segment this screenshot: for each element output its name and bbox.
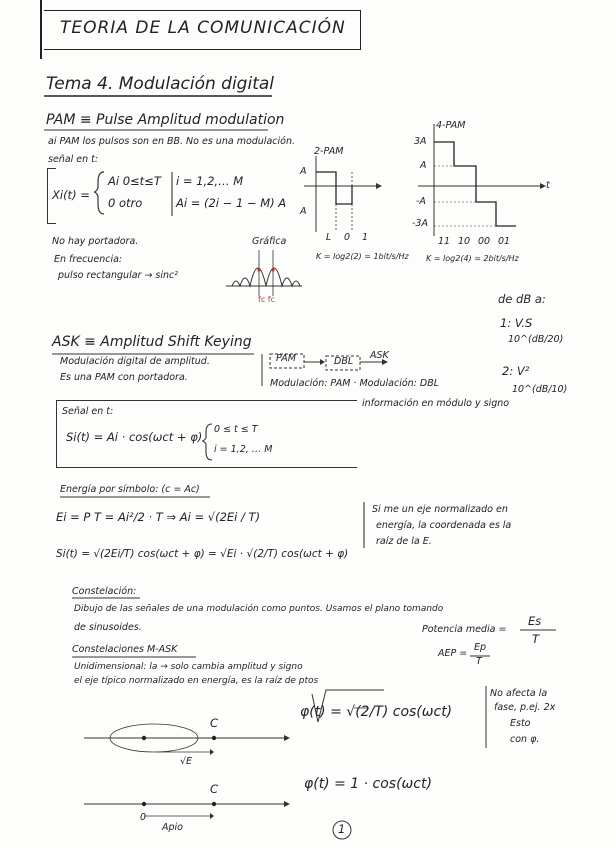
aep-label: AEP =: [438, 648, 468, 659]
const-side-note-1: No afecta la: [490, 688, 548, 699]
aep-den: T: [476, 656, 482, 667]
ask-box-dbl: DBL: [334, 356, 354, 367]
mask-desc-1: Unidimensional: la → solo cambia amplitud y signo: [74, 662, 303, 672]
chart4-title: 4-PAM: [436, 120, 466, 131]
constellation-desc-2: de sinusoides.: [74, 622, 142, 633]
power-num: Es: [528, 614, 542, 628]
chart2-title: 2-PAM: [314, 146, 344, 157]
const-side-note-4: con φ.: [510, 734, 540, 745]
chart2-tick-1: 0: [344, 232, 351, 243]
pam-case-2: 0 otro: [108, 196, 143, 210]
pam-note-2: señal en t:: [48, 154, 99, 165]
svg-text:fc fc: fc fc: [258, 295, 275, 304]
pam-freq-label: En frecuencia:: [54, 254, 123, 265]
pam-case-1: Ai 0≤t≤T: [108, 174, 161, 188]
chart4-caption: K = log2(4) = 2bit/s/Hz: [426, 254, 519, 263]
pam-no-carrier: No hay portadora.: [52, 236, 139, 247]
c-label-2: C: [210, 782, 219, 796]
chart4-tick-10: 10: [458, 236, 471, 247]
db-exp-1: 10^(dB/20): [508, 334, 564, 345]
const-zero: 0: [140, 812, 147, 823]
chart4-y-neg-3a: -3A: [412, 218, 428, 229]
pam-freq-note: pulso rectangular → sinc²: [58, 270, 179, 281]
page-number: 1: [338, 822, 346, 836]
ask-info-note: información en módulo y signo: [362, 398, 510, 409]
db-exp-2: 10^(dB/10): [512, 384, 568, 395]
pam-cond-1: i = 1,2,… M: [176, 174, 244, 188]
const-side-note-3: Esto: [510, 718, 531, 729]
energy-side-note-2: energía, la coordenada es la: [376, 520, 512, 531]
energy-formula-2: Si(t) = √(2Ei/T) cos(ωct + φ) = √Ei · √(2/T) cos(ωct + φ): [56, 548, 349, 560]
chart4-tick-01: 01: [498, 236, 511, 247]
energy-side-note-3: raíz de la E.: [376, 536, 432, 547]
chart4-y-neg-a: -A: [416, 196, 426, 207]
c-label-1: C: [210, 716, 219, 730]
chart2-axis-a: A: [300, 166, 307, 177]
mask-heading: Constelaciones M-ASK: [72, 644, 178, 655]
chart2-axis-b: A: [300, 206, 307, 217]
chart2-tick-0: L: [326, 232, 332, 243]
db-title: de dB a:: [498, 292, 546, 306]
ask-output: ASK: [370, 350, 389, 361]
phi-formula-1: φ(t) = √(2/T) cos(ωct): [300, 704, 453, 720]
const-side-note-2: fase, p.ej. 2x: [494, 702, 556, 713]
power-den: T: [532, 632, 540, 646]
sinc-label: Gráfica: [252, 236, 287, 247]
chart2-caption: K = log2(2) = 1bit/s/Hz: [316, 252, 409, 261]
page-title: TEORIA DE LA COMUNICACIÓN: [60, 18, 346, 38]
apio-label: Apio: [162, 822, 183, 833]
ask-box-pam: PAM: [276, 353, 296, 364]
chart4-tick-11: 11: [438, 236, 451, 247]
ask-signal-label: Señal en t:: [62, 406, 114, 417]
power-label: Potencia media =: [422, 624, 507, 635]
ask-note-2: Es una PAM con portadora.: [60, 372, 188, 383]
ask-signal-formula: Si(t) = Ai · cos(ωct + φ): [66, 430, 203, 444]
constellation-heading: Constelación:: [72, 586, 137, 597]
ask-signal-cond-2: i = 1,2, … M: [214, 444, 273, 455]
sqrt-e: √E: [180, 756, 193, 767]
chart4-tick-00: 00: [478, 236, 491, 247]
chart4-y-3a: 3A: [414, 136, 427, 147]
pam-formula-lhs: Xi(t) =: [52, 188, 90, 202]
db-line-1: 1: V.S: [500, 316, 533, 330]
ask-signal-cond-1: 0 ≤ t ≤ T: [214, 424, 258, 435]
chart4-t: t: [546, 180, 550, 191]
ask-caption: Modulación: PAM · Modulación: DBL: [270, 378, 440, 389]
aep-num: Ep: [474, 642, 487, 653]
energy-side-note-1: Si me un eje normalizado en: [372, 504, 508, 515]
constellation-desc-1: Dibujo de las señales de una modulación como puntos. Usamos el plano tomando: [74, 604, 444, 614]
energy-heading: Energía por símbolo: (c = Ac): [60, 484, 200, 495]
ask-heading: ASK ≡ Amplitud Shift Keying: [52, 334, 252, 350]
topic-title: Tema 4. Modulación digital: [46, 74, 275, 94]
mask-desc-2: el eje típico normalizado en energía, es la raíz de ptos: [74, 676, 319, 686]
chart2-tick-2: 1: [362, 232, 369, 243]
chart4-y-a: A: [420, 160, 427, 171]
ask-note-1: Modulación digital de amplitud.: [60, 356, 210, 367]
pam-note-1: ai PAM los pulsos son en BB. No es una modulación.: [48, 136, 295, 147]
energy-formula-1: Ei = P T = Ai²/2 · T ⇒ Ai = √(2Ei / T): [56, 510, 261, 524]
pam-heading: PAM ≡ Pulse Amplitud modulation: [46, 112, 285, 128]
pam-cond-2: Ai = (2i − 1 − M) A: [176, 196, 287, 210]
phi-formula-2: φ(t) = 1 · cos(ωct): [304, 776, 432, 792]
db-line-2: 2: V²: [502, 364, 530, 378]
